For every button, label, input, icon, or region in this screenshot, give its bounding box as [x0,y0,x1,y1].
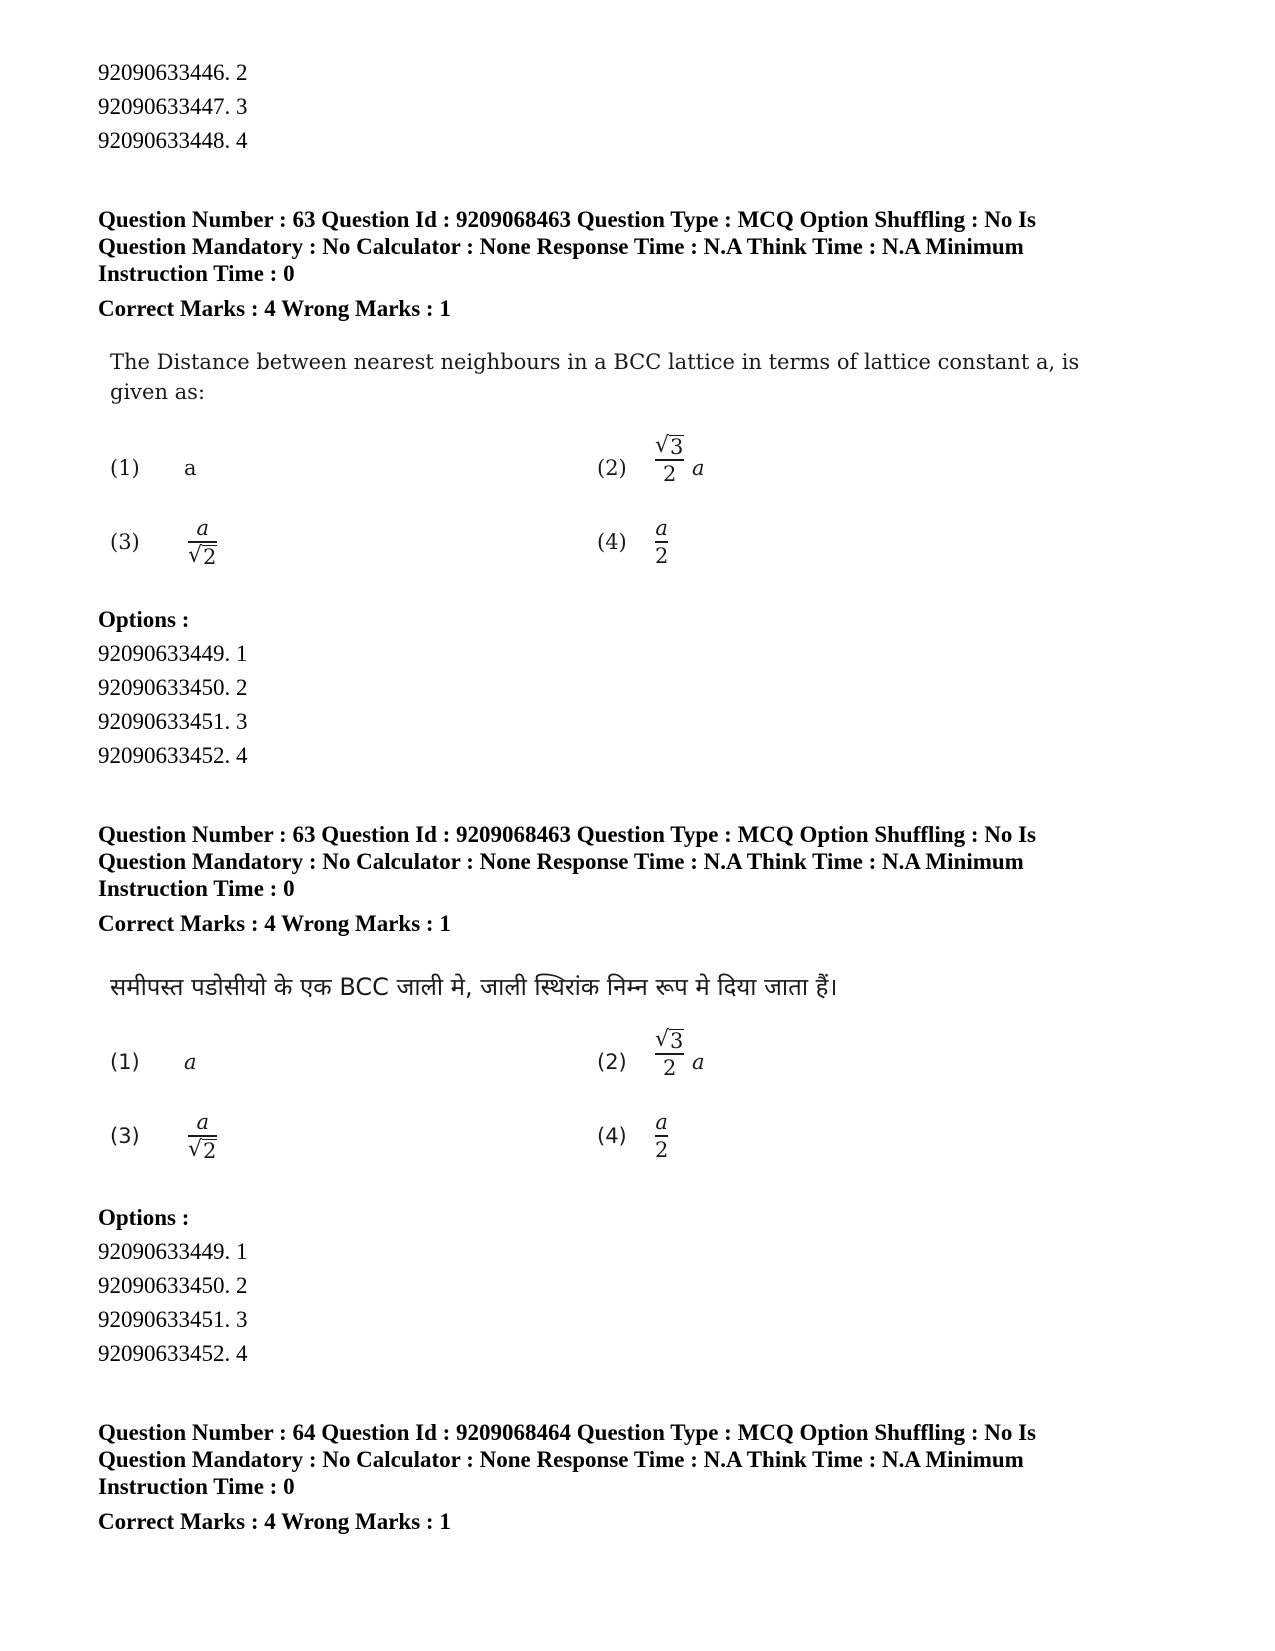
choice-variable: a [692,456,705,480]
choice-number: (1) [110,1050,140,1074]
choice-number: (4) [597,1124,627,1148]
denominator: 2 [663,1055,677,1080]
question-header: Question Number : 63 Question Id : 9209068463 Question Type : MCQ Option Shuffling : No Is [98,822,1037,847]
choice-value: a [184,1050,197,1074]
question-header: Instruction Time : 0 [98,876,295,901]
question-header: Question Number : 63 Question Id : 9209068463 Question Type : MCQ Option Shuffling : No Is [98,207,1037,232]
fraction [655,1028,684,1080]
option-line: 92090633448. 4 [98,128,248,153]
fraction [188,1110,217,1162]
choice-value: a [184,456,197,480]
question-header: Instruction Time : 0 [98,261,295,286]
choice-number: (3) [110,1124,140,1148]
choice-number: (2) [597,456,627,480]
option-line: 92090633449. 1 [98,641,248,666]
option-line: 92090633451. 3 [98,709,248,734]
options-label: Options : [98,607,190,632]
sqrt-denominator: √ 2 [188,542,217,569]
marks-line: Correct Marks : 4 Wrong Marks : 1 [98,911,451,936]
question-header: Question Mandatory : No Calculator : None Response Time : N.A Think Time : N.A Minimum [98,234,1024,259]
question-header: Instruction Time : 0 [98,1474,295,1499]
sqrt-denominator: √ 2 [188,1136,217,1163]
question-text: The Distance between nearest neighbours in a BCC lattice in terms of lattice constant a, is [110,350,1080,374]
choice-variable: a [692,1050,705,1074]
option-line: 92090633450. 2 [98,675,248,700]
denominator: 2 [663,461,677,486]
question-text: समीपस्त पडोसीयो के एक BCC जाली मे, जाली स्थिरांक निम्न रूप मे दिया जाता हैं। [110,973,838,1001]
sqrt-numerator: √ 3 [655,1027,684,1053]
numerator: a [655,516,668,540]
option-line: 92090633452. 4 [98,1341,248,1366]
option-line: 92090633450. 2 [98,1273,248,1298]
denominator: 2 [655,1137,669,1162]
fraction [655,434,684,486]
marks-line: Correct Marks : 4 Wrong Marks : 1 [98,296,451,321]
option-line: 92090633446. 2 [98,60,248,85]
numerator: a [196,516,209,540]
choice-number: (3) [110,530,140,554]
choice-number: (2) [597,1050,627,1074]
sqrt-numerator: √ 3 [655,433,684,459]
numerator: a [196,1110,209,1134]
fraction [188,516,217,568]
question-header: Question Mandatory : No Calculator : None Response Time : N.A Think Time : N.A Minimum [98,1447,1024,1472]
option-line: 92090633449. 1 [98,1239,248,1264]
numerator: a [655,1110,668,1134]
denominator: 2 [655,543,669,568]
choice-number: (1) [110,456,140,480]
option-line: 92090633447. 3 [98,94,248,119]
fraction [655,1110,668,1162]
question-header: Question Number : 64 Question Id : 9209068464 Question Type : MCQ Option Shuffling : No Is [98,1420,1037,1445]
choice-number: (4) [597,530,627,554]
marks-line: Correct Marks : 4 Wrong Marks : 1 [98,1509,451,1534]
option-line: 92090633451. 3 [98,1307,248,1332]
options-label: Options : [98,1205,190,1230]
question-text: given as: [110,380,206,404]
option-line: 92090633452. 4 [98,743,248,768]
question-header: Question Mandatory : No Calculator : None Response Time : N.A Think Time : N.A Minimum [98,849,1024,874]
fraction [655,516,668,568]
